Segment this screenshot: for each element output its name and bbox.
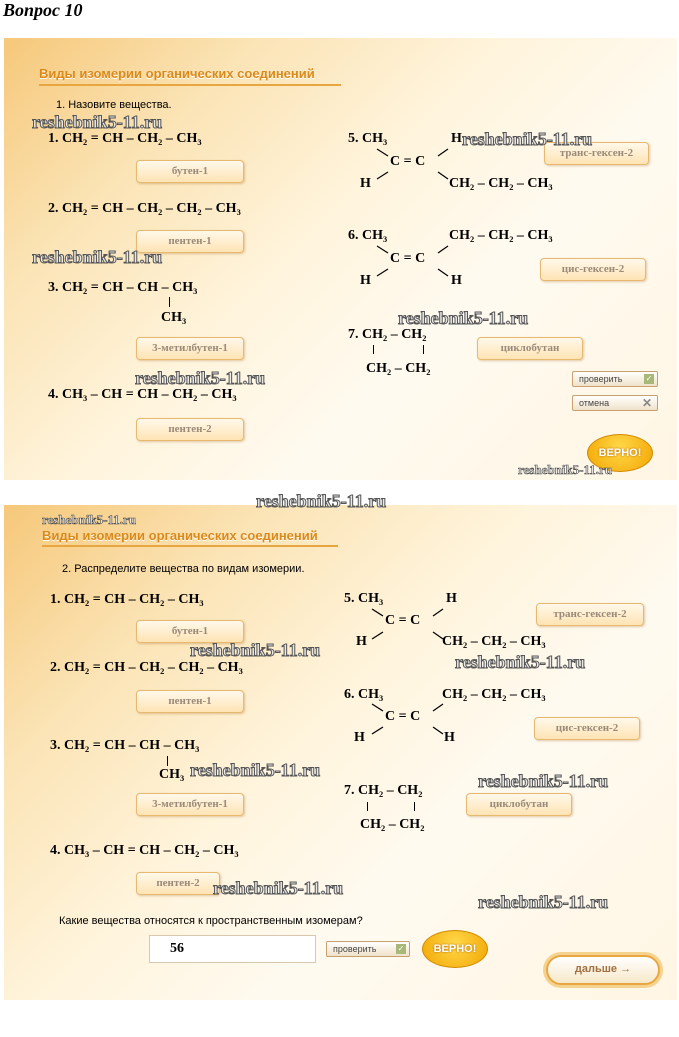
formula-5-bonds xyxy=(374,146,454,186)
answer-input[interactable]: 56 xyxy=(149,935,316,963)
ring-bond-left xyxy=(367,802,368,811)
formula-5-center: C = C xyxy=(390,154,426,169)
answer-chip-5[interactable]: транс-гексен-2 xyxy=(536,603,644,626)
formula-4: 4. CH₃ – CH = CH – CH₂ – CH₃ xyxy=(50,843,239,858)
branch-bond xyxy=(167,756,168,766)
formula-5-center: C = C xyxy=(385,613,421,628)
close-icon: ✕ xyxy=(641,396,652,410)
formula-7-bottom: CH₂ – CH₂ xyxy=(360,817,425,832)
formula-6-bottom-right: H xyxy=(444,730,455,745)
answer-field-6[interactable]: цис-гексен-2 xyxy=(540,258,646,281)
formula-5-bottom-right: CH₂ – CH₂ – CH₃ xyxy=(442,634,546,649)
watermark: reshebnik5-11.ru xyxy=(32,247,163,267)
formula-5-bottom-left: H xyxy=(360,176,371,191)
watermark: reshebnik5-11.ru xyxy=(256,491,387,511)
cancel-button[interactable] xyxy=(572,395,658,411)
formula-5-top-right: H xyxy=(451,131,462,146)
formula-6-top-left: 6. CH₃ xyxy=(348,228,388,243)
formula-6-center: C = C xyxy=(390,251,426,266)
watermark: reshebnik5-11.ru xyxy=(518,462,613,477)
answer-chip-4[interactable]: пентен-2 xyxy=(136,872,220,895)
formula-7-top: 7. CH₂ – CH₂ xyxy=(348,327,427,342)
question-heading: Вопрос 10 xyxy=(3,0,83,20)
next-button[interactable]: дальше → xyxy=(546,955,660,985)
watermark: reshebnik5-11.ru xyxy=(190,760,321,780)
answer-chip-2[interactable]: пентен-1 xyxy=(136,690,244,713)
check-button-label: проверить xyxy=(333,944,377,954)
formula-6-bottom-left: H xyxy=(354,730,365,745)
formula-3-branch: CH₃ xyxy=(161,310,187,325)
formula-7-bottom: CH₂ – CH₂ xyxy=(366,361,431,376)
formula-6-top-right: CH₂ – CH₂ – CH₃ xyxy=(449,228,553,243)
answer-field-7[interactable]: циклобутан xyxy=(477,337,583,360)
formula-6-bonds xyxy=(374,243,454,283)
answer-chip-7[interactable]: циклобутан xyxy=(466,793,572,816)
panel-title: Виды изомерии органических соединений xyxy=(39,66,315,81)
result-badge: ВЕРНО! xyxy=(587,434,653,472)
check-button[interactable] xyxy=(572,371,658,387)
formula-2: 2. CH₂ = CH – CH₂ – CH₂ – CH₃ xyxy=(48,201,241,216)
watermark: reshebnik5-11.ru xyxy=(455,652,586,672)
watermark: reshebnik5-11.ru xyxy=(398,308,529,328)
panel-instruction: 2. Распределите вещества по видам изомерии. xyxy=(62,563,305,575)
title-underline xyxy=(39,84,341,86)
formula-5-top-right: H xyxy=(446,591,457,606)
result-badge: ВЕРНО! xyxy=(422,930,488,968)
formula-3-branch: CH₃ xyxy=(159,767,185,782)
formula-7-top: 7. CH₂ – CH₂ xyxy=(344,783,423,798)
checkmark-icon: ✓ xyxy=(397,944,405,953)
formula-1: 1. CH₂ = CH – CH₂ – CH₃ xyxy=(48,131,202,146)
title-underline xyxy=(42,545,338,547)
answer-field-2[interactable]: пентен-1 xyxy=(136,230,244,253)
panel-title: Виды изомерии органических соединений xyxy=(42,528,318,543)
watermark: reshebnik5-11.ru xyxy=(462,129,593,149)
formula-5-top-left: 5. CH₃ xyxy=(348,131,388,146)
formula-3: 3. CH₂ = CH – CH – CH₃ xyxy=(48,280,198,295)
panel-instruction: 1. Назовите вещества. xyxy=(56,99,172,111)
ring-bond-right xyxy=(414,802,415,811)
formula-4: 4. CH₃ – CH = CH – CH₂ – CH₃ xyxy=(48,387,237,402)
ring-bond-right xyxy=(423,345,424,354)
watermark: reshebnik5-11.ru xyxy=(478,771,609,791)
watermark: reshebnik5-11.ru xyxy=(32,112,163,132)
check-button[interactable] xyxy=(326,941,410,957)
watermark: reshebnik5-11.ru xyxy=(190,640,321,660)
watermark: reshebnik5-11.ru xyxy=(478,892,609,912)
formula-6-bottom-right: H xyxy=(451,273,462,288)
formula-6-bonds xyxy=(369,701,449,741)
formula-2: 2. CH₂ = CH – CH₂ – CH₂ – CH₃ xyxy=(50,660,243,675)
checkmark-icon: ✓ xyxy=(645,374,653,383)
question-text: Какие вещества относятся к пространственным изомерам? xyxy=(59,915,363,927)
answer-chip-6[interactable]: цис-гексен-2 xyxy=(534,717,640,740)
answer-field-4[interactable]: пентен-2 xyxy=(136,418,244,441)
cancel-button-label: отмена xyxy=(579,398,610,408)
answer-chip-1[interactable]: бутен-1 xyxy=(136,620,244,643)
formula-3: 3. CH₂ = CH – CH – CH₃ xyxy=(50,738,200,753)
classification-panel xyxy=(4,505,677,1000)
formula-1: 1. CH₂ = CH – CH₂ – CH₃ xyxy=(50,592,204,607)
answer-field-3[interactable]: 3-метилбутен-1 xyxy=(136,337,244,360)
ring-bond-left xyxy=(373,345,374,354)
answer-chip-3[interactable]: 3-метилбутен-1 xyxy=(136,793,244,816)
formula-5-bonds xyxy=(369,606,449,646)
formula-6-bottom-left: H xyxy=(360,273,371,288)
formula-5-bottom-right: CH₂ – CH₂ – CH₃ xyxy=(449,176,553,191)
answer-field-5[interactable]: транс-гексен-2 xyxy=(544,142,649,165)
branch-bond xyxy=(169,297,170,307)
watermark: reshebnik5-11.ru xyxy=(213,878,344,898)
formula-6-top-left: 6. CH₃ xyxy=(344,687,384,702)
watermark: reshebnik5-11.ru xyxy=(135,368,266,388)
formula-5-top-left: 5. CH₃ xyxy=(344,591,384,606)
formula-5-bottom-left: H xyxy=(356,634,367,649)
check-button-label: проверить xyxy=(579,374,623,384)
formula-6-top-right: CH₂ – CH₂ – CH₃ xyxy=(442,687,546,702)
watermark: reshebnik5-11.ru xyxy=(42,512,137,527)
answer-field-1[interactable]: бутен-1 xyxy=(136,160,244,183)
formula-6-center: C = C xyxy=(385,709,421,724)
